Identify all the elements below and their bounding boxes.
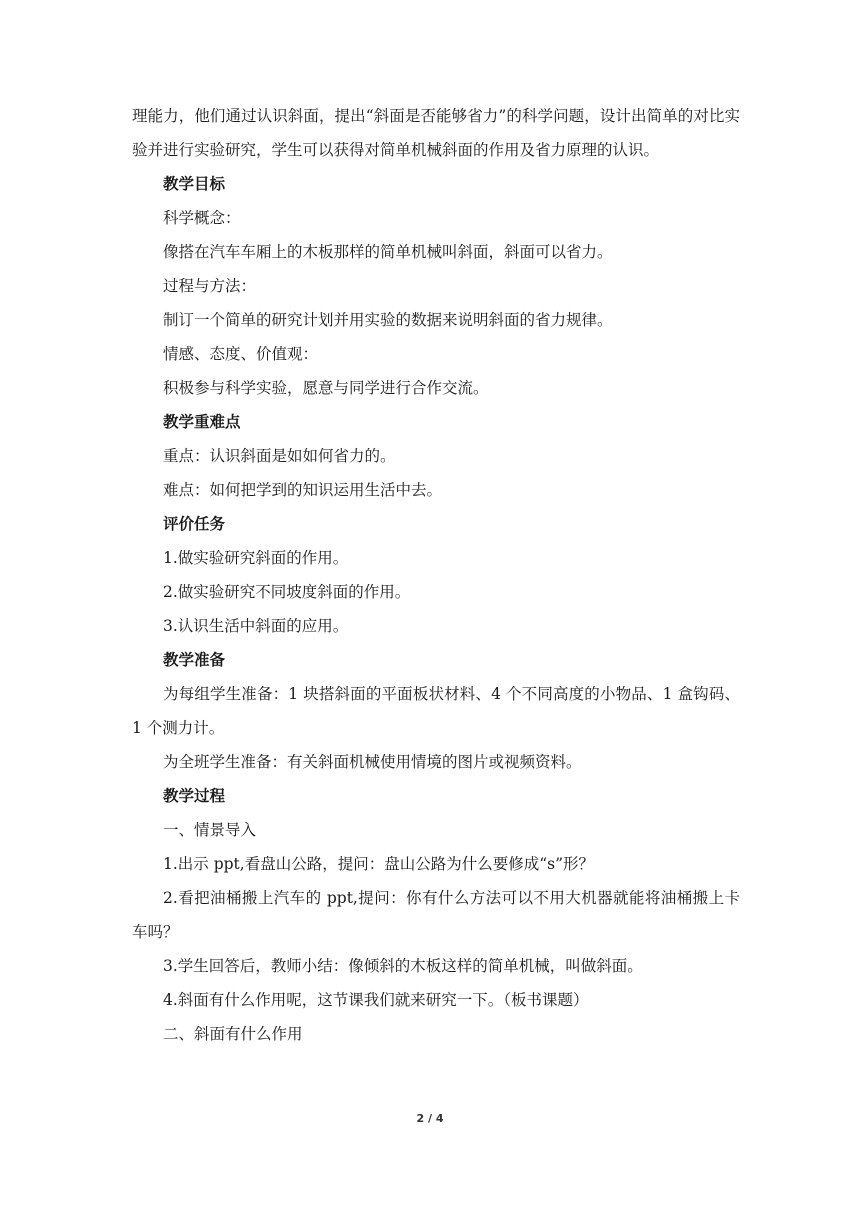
preparation-groups: 为每组学生准备：1 块搭斜面的平面板状材料、4 个不同高度的小物品、1 盒钩码、1 个测力计。: [132, 685, 740, 737]
key-points-heading: 教学重难点: [163, 413, 241, 431]
emotion-text: 积极参与科学实验，愿意与同学进行合作交流。: [163, 379, 489, 397]
concept-text: 像搭在汽车车厢上的木板那样的简单机械叫斜面，斜面可以省力。: [163, 243, 613, 261]
section-title: 一、情景导入: [163, 821, 257, 839]
process-step: 2.看把油桶搬上汽车的 ppt,提问：你有什么方法可以不用大机器就能将油桶搬上卡车吗？: [132, 889, 740, 941]
difficulty-point: 难点：如何把学到的知识运用生活中去。: [163, 481, 443, 499]
evaluation-heading: 评价任务: [163, 515, 226, 533]
process-step: 1.出示 ppt,看盘山公路，提问：盘山公路为什么要修成“s”形？: [163, 855, 595, 873]
preparation-heading: 教学准备: [163, 651, 226, 669]
page-number: 2 / 4: [416, 1112, 444, 1125]
process-text: 制订一个简单的研究计划并用实验的数据来说明斜面的省力规律。: [163, 311, 613, 329]
preparation-class: 为全班学生准备：有关斜面机械使用情境的图片或视频资料。: [163, 753, 582, 771]
evaluation-item: 1.做实验研究斜面的作用。: [163, 549, 349, 567]
key-point: 重点：认识斜面是如如何省力的。: [163, 447, 396, 465]
process-heading: 教学过程: [163, 787, 226, 805]
intro-paragraph: 理能力，他们通过认识斜面，提出“斜面是否能够省力”的科学问题，设计出简单的对比实验并进行实验研究，学生可以获得对简单机械斜面的作用及省力原理的认识。: [132, 107, 740, 159]
process-label: 过程与方法：: [163, 277, 257, 295]
concept-label: 科学概念：: [163, 209, 241, 227]
evaluation-item: 2.做实验研究不同坡度斜面的作用。: [163, 583, 411, 601]
evaluation-item: 3.认识生活中斜面的应用。: [163, 617, 349, 635]
emotion-label: 情感、态度、价值观：: [163, 345, 319, 363]
process-step: 3.学生回答后，教师小结：像倾斜的木板这样的简单机械，叫做斜面。: [163, 957, 643, 975]
section-title: 二、斜面有什么作用: [163, 1025, 303, 1043]
goals-heading: 教学目标: [163, 175, 226, 193]
document-body: [132, 99, 740, 1051]
process-step: 4.斜面有什么作用呢，这节课我们就来研究一下。（板书课题）: [163, 991, 589, 1009]
